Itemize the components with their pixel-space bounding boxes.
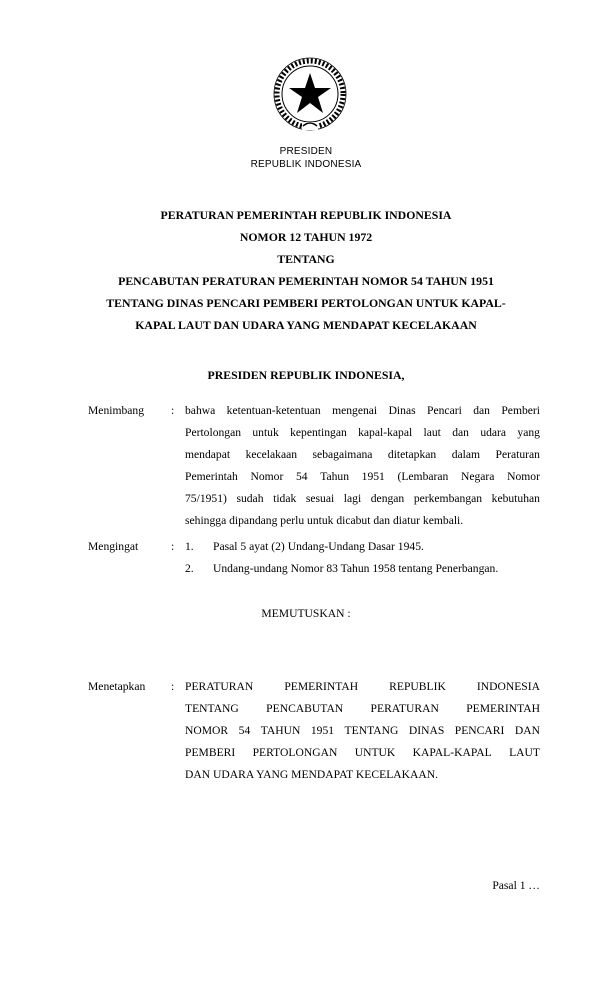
menimbang-colon: :: [171, 404, 175, 417]
word: tidak: [273, 492, 297, 505]
title-line: PENCABUTAN PERATURAN PEMERINTAH NOMOR 54 TAHUN 1951: [118, 274, 494, 288]
word: 54: [295, 470, 308, 483]
menimbang-line: [185, 400, 540, 422]
word: kapal-kapal: [358, 426, 413, 439]
mengingat-item: Pasal 5 ayat (2) Undang-Undang Dasar 1945.: [213, 540, 424, 553]
menimbang-line: [185, 444, 540, 466]
word: Pertolongan: [185, 426, 242, 439]
page-continuation: Pasal 1 …: [492, 879, 540, 892]
document-title: [0, 204, 612, 336]
word: REPUBLIK: [389, 680, 446, 693]
word: lagi: [343, 492, 362, 505]
word: PEMERINTAH: [284, 680, 359, 693]
word: PENCABUTAN: [266, 702, 344, 715]
word: Pemerintah: [185, 470, 238, 483]
word: dan: [473, 404, 490, 417]
word: Negara: [460, 470, 495, 483]
menetapkan-label: Menetapkan: [88, 680, 146, 693]
word: perkembangan: [413, 492, 483, 505]
word: mengenai: [332, 404, 378, 417]
word: sesuai: [305, 492, 335, 505]
word: Nomor: [507, 470, 540, 483]
word: UNTUK: [354, 746, 396, 759]
word: 1951: [310, 724, 335, 737]
word: PERATURAN: [185, 680, 254, 693]
menetapkan-line: [185, 742, 540, 764]
mengingat-item: Undang-undang Nomor 83 Tahun 1958 tentang Penerbangan.: [213, 562, 499, 575]
word: PERATURAN: [370, 702, 439, 715]
menetapkan-text: [185, 676, 540, 786]
word: DAN: [514, 724, 540, 737]
word: untuk: [252, 426, 279, 439]
word: PEMBERI: [185, 746, 236, 759]
word: sudah: [236, 492, 264, 505]
word: sebagaimana: [312, 448, 373, 461]
word: Tahun: [320, 470, 349, 483]
word: dalam: [451, 448, 481, 461]
word: Pemberi: [501, 404, 540, 417]
menimbang-text: [185, 400, 540, 532]
word: TAHUN: [260, 724, 301, 737]
word: Pencari: [427, 404, 462, 417]
menimbang-line: [185, 488, 540, 510]
word: PENCARI: [454, 724, 505, 737]
word: ditetapkan: [387, 448, 437, 461]
word: Peraturan: [495, 448, 540, 461]
word: dan: [452, 426, 469, 439]
mengingat-label: Mengingat: [88, 540, 139, 553]
word: KAPAL-KAPAL: [412, 746, 492, 759]
word: 75/1951): [185, 492, 227, 505]
word: kebutuhan: [491, 492, 540, 505]
title-line: PERATURAN PEMERINTAH REPUBLIK INDONESIA: [160, 208, 452, 222]
mengingat-num: 2.: [185, 562, 194, 575]
word: TENTANG: [344, 724, 399, 737]
title-line: TENTANG: [277, 252, 335, 266]
word: 1951: [361, 470, 385, 483]
mengingat-num: 1.: [185, 540, 194, 553]
presidential-emblem-icon: [272, 56, 348, 132]
word: PEMERINTAH: [466, 702, 540, 715]
word: LAUT: [509, 746, 540, 759]
title-line: KAPAL LAUT DAN UDARA YANG MENDAPAT KECELAKAAN: [135, 318, 477, 332]
word: (Lembaran: [397, 470, 449, 483]
word: NOMOR: [185, 724, 229, 737]
menetapkan-line: [185, 698, 540, 720]
word: kepentingan: [290, 426, 347, 439]
word: dengan: [370, 492, 405, 505]
memutuskan-heading: MEMUTUSKAN :: [261, 607, 351, 620]
menetapkan-line: DAN UDARA YANG MENDAPAT KECELAKAAN.: [185, 768, 439, 781]
word: Dinas: [388, 404, 416, 417]
word: laut: [423, 426, 441, 439]
menetapkan-line: [185, 720, 540, 742]
word: INDONESIA: [476, 680, 540, 693]
title-line: NOMOR 12 TAHUN 1972: [239, 230, 373, 244]
word: mendapat: [185, 448, 231, 461]
menimbang-line: [185, 466, 540, 488]
word: bahwa: [185, 404, 216, 417]
word: yang: [517, 426, 540, 439]
menetapkan-colon: :: [171, 680, 175, 693]
word: udara: [480, 426, 507, 439]
word: Nomor: [250, 470, 284, 483]
menimbang-line: [185, 422, 540, 444]
issuer-heading: PRESIDEN REPUBLIK INDONESIA,: [207, 368, 405, 382]
word: ketentuan-ketentuan: [226, 404, 321, 417]
word: TENTANG: [185, 702, 239, 715]
word: 54: [238, 724, 251, 737]
word: kecelakaan: [245, 448, 298, 461]
header-presiden: PRESIDEN: [279, 146, 333, 157]
menetapkan-line: [185, 676, 540, 698]
word: DINAS: [408, 724, 445, 737]
word: PERTOLONGAN: [252, 746, 338, 759]
menimbang-label: Menimbang: [88, 404, 145, 417]
menimbang-line: sehingga dipandang perlu untuk dicabut dan diatur kembali.: [185, 514, 464, 527]
header-republik-indonesia: REPUBLIK INDONESIA: [250, 159, 362, 170]
mengingat-colon: :: [171, 540, 175, 553]
title-line: TENTANG DINAS PENCARI PEMBERI PERTOLONGAN UNTUK KAPAL-: [106, 296, 506, 310]
